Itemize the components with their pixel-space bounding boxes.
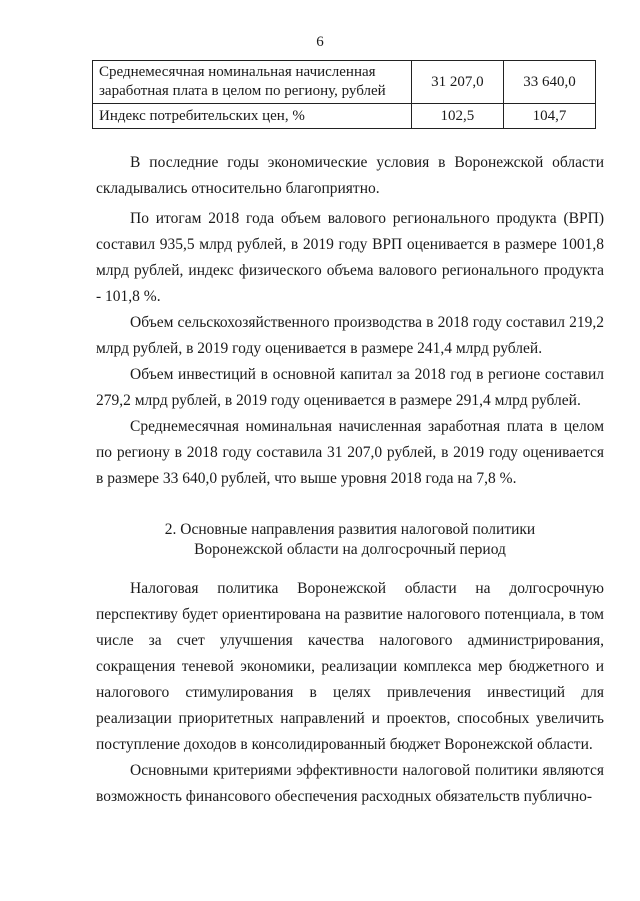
value-2018: 102,5 — [411, 104, 503, 129]
table-row — [93, 61, 596, 104]
section-heading-line-2: Воронежской области на долгосрочный период — [194, 541, 506, 558]
row-label: Индекс потребительских цен, % — [93, 104, 412, 129]
paragraph-wages: Среднемесячная номинальная начисленная заработная плата в целом по региону в 2018 году составила 31 207,0 рублей, в 2019 году оценивается в размере 33 640,0 рублей, что выше уровня 2018 года на 7,8 %. — [96, 418, 604, 487]
paragraph-investment: Объем инвестиций в основной капитал за 2018 год в регионе составил 279,2 млрд рублей, в 2019 году оценивается в размере 291,4 млрд рублей. — [96, 366, 604, 409]
value-2018: 31 207,0 — [411, 61, 503, 104]
indicators-table — [92, 60, 596, 129]
section-heading — [96, 520, 604, 560]
paragraph-agriculture: Объем сельскохозяйственного производства в 2018 году составил 219,2 млрд рублей, в 2019 году оценивается в размере 241,4 млрд рублей. — [96, 314, 604, 357]
table-row — [93, 104, 596, 129]
value-2019: 33 640,0 — [503, 61, 595, 104]
paragraph-criteria: Основными критериями эффективности налоговой политики являются возможность финансового обеспечения расходных обязательств публично- — [96, 762, 604, 805]
section-heading-line-1: 2. Основные направления развития налоговой политики — [164, 521, 536, 538]
paragraph-grp: По итогам 2018 года объем валового регионального продукта (ВРП) составил 935,5 млрд рублей, в 2019 году ВРП оценивается в размере 1001,8 млрд рублей, индекс физического объема валового регионального продукта - 101,8 %. — [96, 210, 604, 305]
paragraph-economic-conditions: В последние годы экономические условия в Воронежской области складывались относительно благоприятно. — [96, 154, 604, 197]
value-2019: 104,7 — [503, 104, 595, 129]
paragraph-tax-policy: Налоговая политика Воронежской области на долгосрочную перспективу будет ориентирована на развитие налогового потенциала, в том числе за счет улучшения качества налогового администрирования, сокращения теневой экономики, реализации комплекса мер бюджетного и налогового стимулирования в целях привлечения инвестиций для реализации приоритетных направлений и проектов, способных увеличить поступление доходов в консолидированный бюджет Воронежской области. — [96, 580, 604, 753]
row-label: Среднемесячная номинальная начисленная заработная плата в целом по региону, рублей — [93, 61, 412, 104]
page-number: 6 — [316, 34, 324, 50]
